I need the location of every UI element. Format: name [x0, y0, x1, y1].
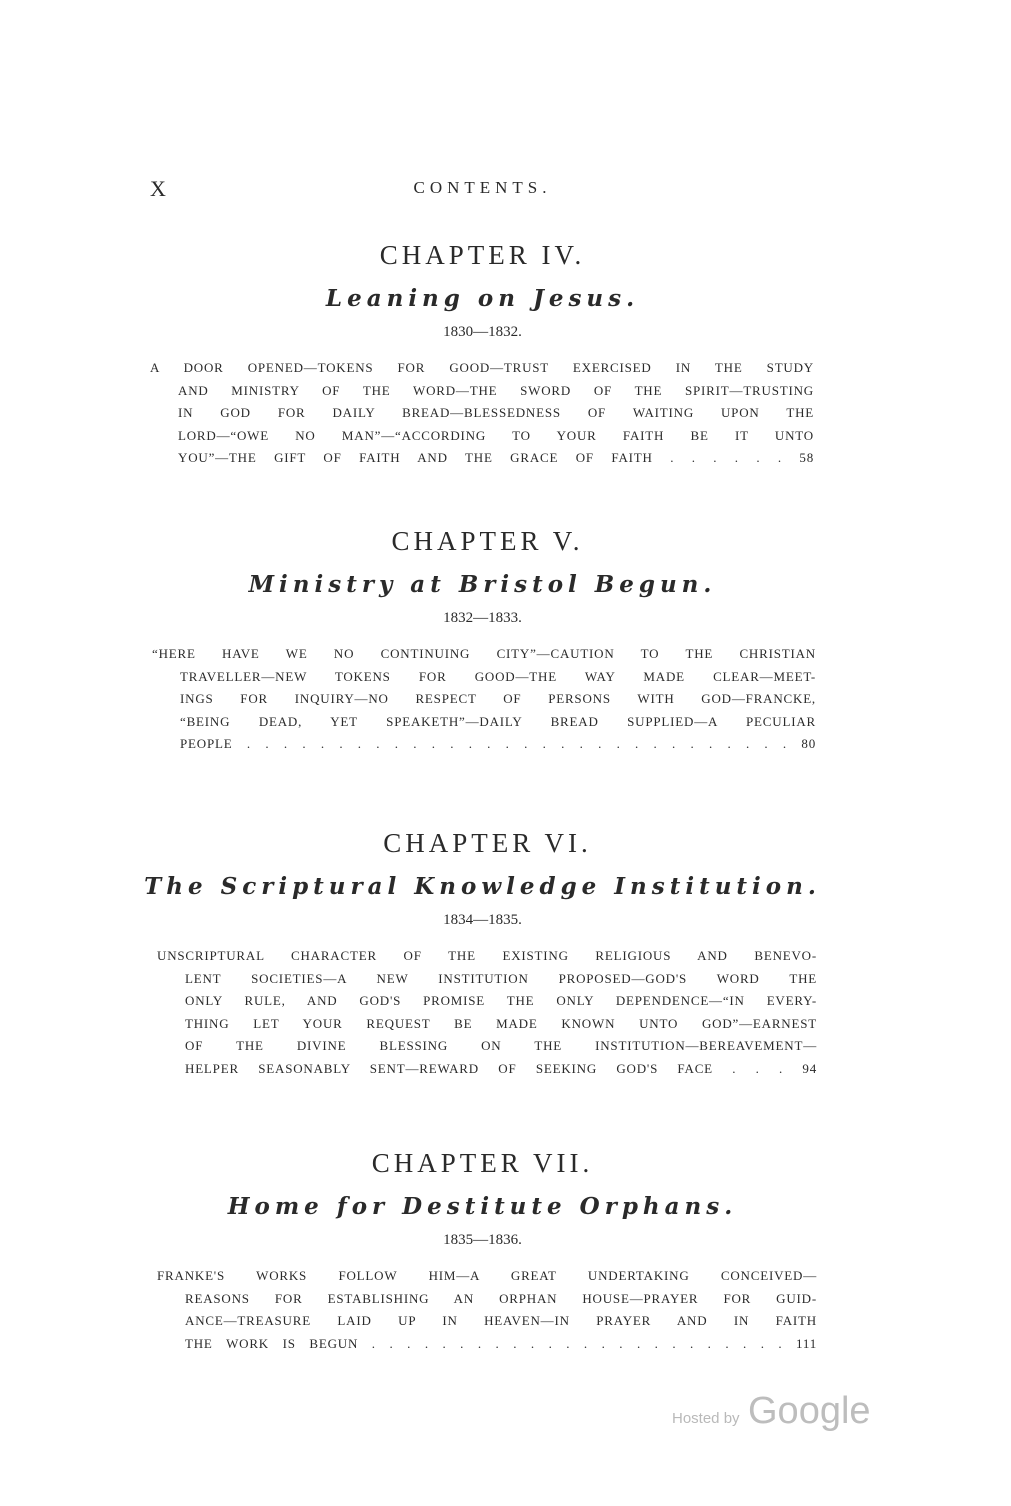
summary-line: TRAVELLER—NEW TOKENS FOR GOOD—THE WAY MADE CLEAR—MEET-	[180, 668, 816, 684]
summary-line: UNSCRIPTURAL CHARACTER OF THE EXISTING RELIGIOUS AND BENEVO-	[157, 948, 817, 963]
chapter-title: Home for Destitute Orphans.	[227, 1193, 738, 1220]
chapter-summary	[152, 643, 816, 756]
summary-line: PEOPLE . . . . . . . . . . . . . . . . . . . . . . . . . . . . . . 80	[180, 736, 816, 752]
summary-line: YOU”—THE GIFT OF FAITH AND THE GRACE OF FAITH . . . . . . 58	[178, 450, 814, 466]
summary-line: REASONS FOR ESTABLISHING AN ORPHAN HOUSE—PRAYER FOR GUID-	[185, 1290, 817, 1306]
summary-line: HELPER SEASONABLY SENT—REWARD OF SEEKING GOD'S FACE . . . 94	[185, 1060, 817, 1076]
chapter-summary	[150, 357, 814, 470]
summary-line: OF THE DIVINE BLESSING ON THE INSTITUTION—BEREAVEMENT—	[185, 1038, 817, 1054]
chapter-v	[0, 526, 965, 756]
summary-line: “HERE HAVE WE NO CONTINUING CITY”—CAUTION TO THE CHRISTIAN	[152, 646, 816, 661]
summary-line: LORD—“OWE NO MAN”—“ACCORDING TO YOUR FAITH BE IT UNTO	[178, 427, 814, 443]
hosted-by-text: Hosted by	[672, 1410, 740, 1427]
chapter-heading: CHAPTER VII.	[371, 1148, 594, 1178]
summary-line: ONLY RULE, AND GOD'S PROMISE THE ONLY DEPENDENCE—“IN EVERY-	[185, 993, 817, 1009]
chapter-years: 1832—1833.	[443, 610, 522, 626]
chapter-heading: CHAPTER V.	[391, 526, 584, 556]
page-number: X	[150, 176, 167, 201]
chapter-years: 1835—1836.	[443, 1232, 522, 1248]
chapter-heading: CHAPTER VI.	[383, 828, 592, 858]
summary-line: FRANKE'S WORKS FOLLOW HIM—A GREAT UNDERTAKING CONCEIVED—	[157, 1268, 817, 1283]
chapter-summary	[157, 1265, 817, 1355]
chapter-years: 1834—1835.	[443, 912, 522, 928]
chapter-title: The Scriptural Knowledge Institution.	[144, 873, 821, 900]
summary-line: AND MINISTRY OF THE WORD—THE SWORD OF THE SPIRIT—TRUSTING	[178, 382, 814, 398]
chapter-title: Leaning on Jesus.	[325, 285, 640, 312]
chapter-iv	[0, 240, 965, 470]
summary-line: THE WORK IS BEGUN . . . . . . . . . . . . . . . . . . . . . . . . 111	[185, 1335, 817, 1351]
summary-line: IN GOD FOR DAILY BREAD—BLESSEDNESS OF WAITING UPON THE	[178, 405, 814, 421]
summary-line: A DOOR OPENED—TOKENS FOR GOOD—TRUST EXERCISED IN THE STUDY	[150, 360, 814, 375]
hosted-by-watermark	[672, 1390, 871, 1433]
summary-line: THING LET YOUR REQUEST BE MADE KNOWN UNTO GOD”—EARNEST	[185, 1015, 817, 1031]
summary-line: INGS FOR INQUIRY—NO RESPECT OF PERSONS WITH GOD—FRANCKE,	[180, 691, 816, 707]
chapter-years: 1830—1832.	[443, 324, 522, 340]
running-head: CONTENTS.	[413, 178, 552, 197]
chapter-vi	[0, 828, 965, 1081]
chapter-title: Ministry at Bristol Begun.	[248, 571, 717, 598]
summary-line: “BEING DEAD, YET SPEAKETH”—DAILY BREAD SUPPLIED—A PECULIAR	[180, 713, 816, 729]
summary-line: LENT SOCIETIES—A NEW INSTITUTION PROPOSED—GOD'S WORD THE	[185, 970, 817, 986]
summary-line: ANCE—TREASURE LAID UP IN HEAVEN—IN PRAYER AND IN FAITH	[185, 1313, 817, 1329]
google-logo: Google	[748, 1390, 871, 1432]
chapter-vii	[0, 1148, 965, 1355]
chapter-summary	[157, 945, 817, 1081]
chapter-heading: CHAPTER IV.	[379, 240, 586, 270]
